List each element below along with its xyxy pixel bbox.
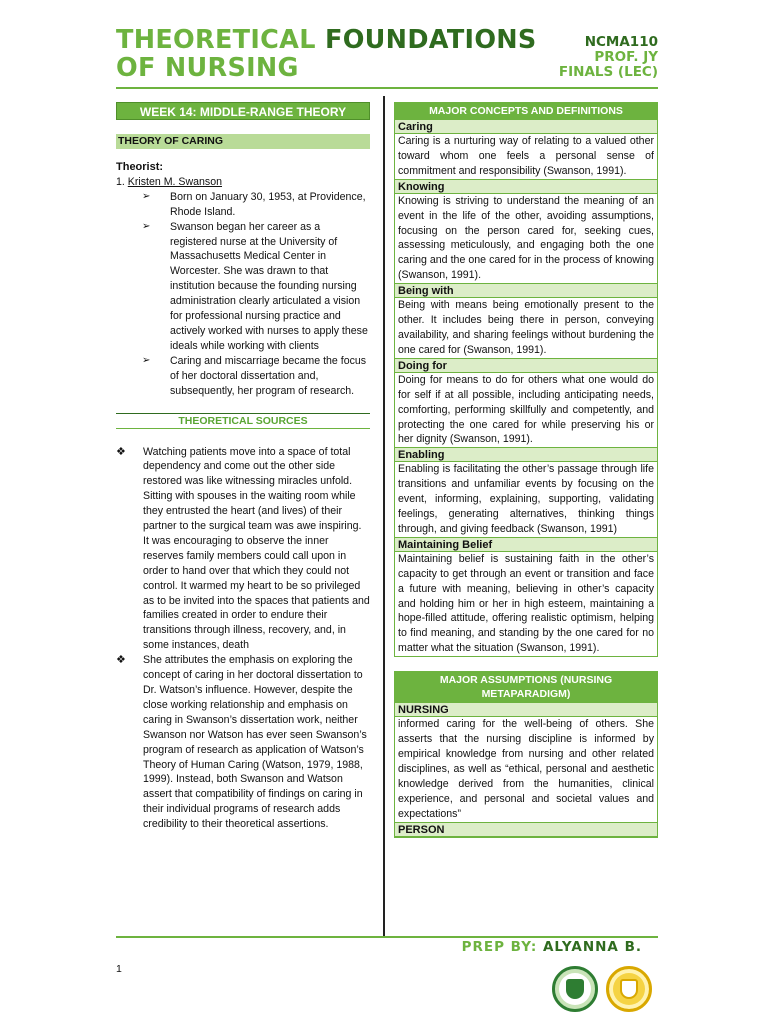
- arrow-bullet-icon: ➢: [142, 220, 151, 232]
- college-seal-icon: [606, 966, 652, 1012]
- list-item: [142, 354, 370, 399]
- course-info: [559, 35, 658, 80]
- concept-definition: Caring is a nurturing way of relating to a valued other toward whom one feels a personal sense of commitment and responsibility (Swanson, 1991).: [398, 135, 654, 177]
- source-text: Watching patients move into a space of total dependency and come out the other side restored was like witnessing miracles unfold. Sitting with spouses in the waiting room while they entrusted the heart (and lives) of their partner to the surgical team was awe inspiring. It was encouraging to observe the inner reserves family members could call upon in order to hand over that which they could not control. It warmed my heart to be so privileged as to be invited into the spaces that patients and families created in order to endure their transitions through illness, recovery, and, in some instances, death: [143, 445, 370, 652]
- course-code: NCMA110: [584, 34, 658, 50]
- bullet-text: Caring and miscarriage became the focus of her doctoral dissertation and, subsequently, her program of research.: [170, 354, 367, 397]
- prep-author: ALYANNA B.: [542, 939, 642, 955]
- concept-definition: Doing for means to do for others what one would do for self if at all possible, including anticipating needs, comforting, performing skillfully and competently, and protecting the one cared for while preserving his or her dignity (Swanson, 1991).: [398, 373, 654, 446]
- concept-term: Doing for: [395, 358, 657, 373]
- assumptions-title: MAJOR ASSUMPTIONS (NURSING METAPARADIGM): [395, 672, 657, 702]
- term: FINALS (LEC): [558, 64, 658, 80]
- document-title: [116, 26, 556, 82]
- theory-title: THEORY OF CARING: [116, 134, 370, 149]
- theorist-number: 1.: [116, 175, 125, 188]
- prep-label: PREP BY:: [461, 939, 538, 955]
- list-item: [116, 445, 370, 654]
- bullet-text: Born on January 30, 1953, at Providence, Rhode Island.: [170, 190, 366, 218]
- theorist-label: Theorist:: [116, 161, 164, 173]
- left-column: [116, 102, 370, 832]
- right-column: [394, 102, 658, 838]
- sources-list: [116, 445, 370, 833]
- concept-definition: Maintaining belief is sustaining faith in the other’s capacity to get through an event or transition and face a future with meaning, believing in other’s capacity and holding him or her in high esteem, maintaining a hope-filled attitude, offering realistic optimism, helping to find meaning, and standing by the one cared for no matter what the situation (Swanson, 1991).: [398, 552, 654, 655]
- diamond-bullet-icon: ❖: [116, 445, 126, 458]
- title-word-theoretical: THEORETICAL: [116, 25, 316, 55]
- assumptions-table: [394, 671, 658, 837]
- university-seal-icon: [552, 966, 598, 1012]
- list-item: [116, 653, 370, 832]
- arrow-bullet-icon: ➢: [142, 354, 151, 366]
- concept-term: Maintaining Belief: [395, 537, 657, 552]
- assumption-term: NURSING: [395, 702, 657, 717]
- concepts-table: [394, 102, 658, 657]
- list-item: [142, 190, 370, 220]
- concept-term: Enabling: [395, 447, 657, 462]
- assumption-definition: informed caring for the well-being of others. She asserts that the nursing discipline is informed by empirical knowledge from nursing and other related disciplines, as well as “ethical, personal and aesthetic knowledge derived from the humanities, clinical experience, and personal and societal values and expectations”: [398, 718, 654, 820]
- diamond-bullet-icon: ❖: [116, 654, 126, 667]
- header-rule: [116, 87, 658, 89]
- footer-rule: [116, 936, 658, 938]
- title-line-2: OF NURSING: [116, 53, 299, 83]
- concepts-title: MAJOR CONCEPTS AND DEFINITIONS: [395, 103, 657, 119]
- professor: PROF. JY: [594, 49, 658, 65]
- concept-definition: Enabling is facilitating the other’s passage through life transitions and unfamiliar events by focusing on the event, informing, explaining, supporting, validating feelings, generating alternatives, thinking things through, and giving feedback (Swanson, 1991): [398, 463, 654, 535]
- theorist-bullets: [142, 190, 370, 399]
- concept-definition: Being with means being emotionally present to the other. It includes being there in person, conveying availability, and sharing feelings without burdening the one cared for (Swanson, 1991).: [398, 299, 654, 356]
- page-number: 1: [116, 963, 122, 975]
- title-word-foundations: FOUNDATIONS: [324, 25, 537, 55]
- concept-term: Being with: [395, 283, 657, 298]
- prepared-by: [462, 939, 642, 955]
- column-divider: [383, 96, 385, 938]
- theorist-line: [116, 175, 370, 190]
- list-item: [142, 220, 370, 354]
- concept-definition: Knowing is striving to understand the meaning of an event in the life of the other, avoiding assumptions, focusing on the person cared for, seeking cues, assessing meticulously, and engaging both the one caring and the one cared for in the process of knowing (Swanson, 1991).: [398, 194, 654, 282]
- week-title: WEEK 14: MIDDLE-RANGE THEORY: [116, 102, 370, 120]
- concept-term: Caring: [395, 119, 657, 134]
- arrow-bullet-icon: ➢: [142, 190, 151, 202]
- source-text: She attributes the emphasis on exploring the concept of caring in her doctoral dissertation to Dr. Watson’s influence. However, despite the close working relationship and emphasis on caring in Swanson’s dissertation work, neither Swanson nor Watson has ever seen Swanson’s program of research as application of Watson’s Theory of Human Caring (Watson, 1979, 1988, 1999). Instead, both Swanson and Watson assert that compatibility of findings on caring in their individual programs of research adds credibility to their theoretical assertions.: [143, 654, 367, 831]
- theorist-name: Kristen M. Swanson: [127, 175, 223, 188]
- assumption-term: PERSON: [395, 822, 657, 837]
- bullet-text: Swanson began her career as a registered nurse at the University of Massachusetts Medical Center in Worcester. She was drawn to that institution because the founding nursing administration clearly articulated a vision for professional nursing practice and actively worked with nurses to apply these ideals while working with clients: [170, 220, 368, 352]
- concept-term: Knowing: [395, 179, 657, 194]
- sources-title: THEORETICAL SOURCES: [116, 413, 370, 429]
